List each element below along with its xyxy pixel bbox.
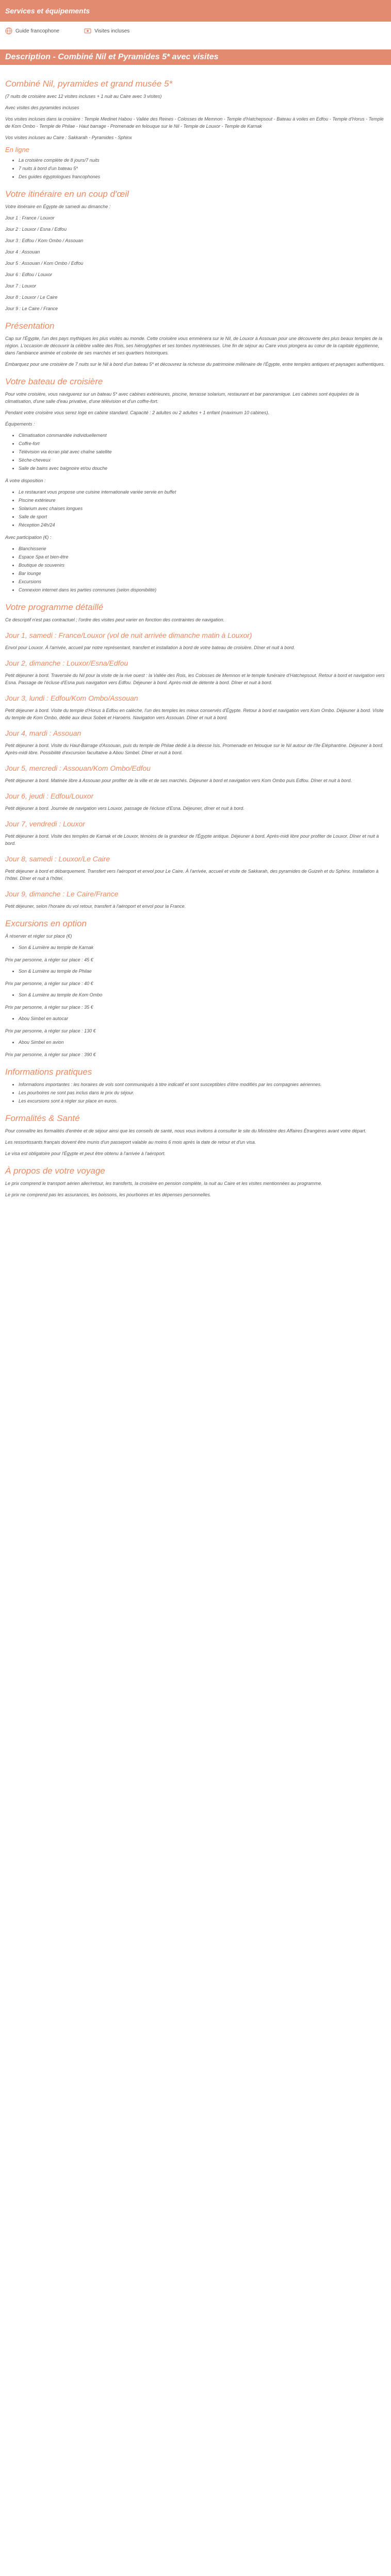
presentation-text: Embarquez pour une croisière de 7 nuits sur le Nil à bord d'un bateau 5* et découvrez la richesse du patrimoine millénaire de l'Égypte, entre temples antiques et paysages authentiques. [5, 362, 385, 367]
formalities-heading: Formalités & Santé [5, 1113, 80, 1123]
itinerary-item: Jour 5 : Assouan / Kom Ombo / Edfou [5, 261, 84, 266]
itinerary-item: Jour 3 : Edfou / Kom Ombo / Assouan [5, 238, 84, 243]
excursion-name: • Abou Simbel en avion [19, 1039, 386, 1046]
excursions-list [5, 944, 386, 951]
program-intro: Ce descriptif n'est pas contractuel ; l'ordre des visites peut varier en fonction des contraintes de navigation. [5, 617, 225, 622]
excursion-price: Prix par personne, à régler sur place : 45 € [5, 957, 93, 962]
feature-guide [5, 27, 59, 35]
day-text: Petit déjeuner à bord. Journée de navigation vers Louxor, passage de l'écluse d'Esna. Déjeuner, dîner et nuit à bord. [5, 806, 245, 811]
excursions-list [5, 1015, 386, 1022]
services-list [5, 488, 386, 529]
excursion-name: • Son & Lumière au temple de Kom Ombo [19, 991, 386, 998]
info-heading: Informations pratiques [5, 1067, 92, 1077]
about-text: Le prix comprend le transport aérien aller/retour, les transferts, la croisière en pension complète, la nuit au Caire et les visites mentionnées au programme. [5, 1181, 322, 1186]
day-text: Petit déjeuner à bord. Matinée libre à Assouan pour profiter de la ville et de ses marchés. Déjeuner à bord et navigation vers Kom Ombo puis Edfou. Dîner et nuit à bord. [5, 778, 352, 783]
services-header [0, 0, 391, 22]
excursions-intro: À réserver et régler sur place (€) [5, 934, 72, 939]
day-title: Jour 7, vendredi : Louxor [5, 820, 85, 828]
itinerary-item: Jour 9 : Le Caire / France [5, 306, 58, 311]
day-title: Jour 1, samedi : France/Louxor (vol de nuit arrivée dimanche matin à Louxor) [5, 631, 252, 639]
list-item: • Excursions [19, 578, 386, 585]
excursion-price: Prix par personne, à régler sur place : 130 € [5, 1028, 96, 1033]
day-text: Petit déjeuner à bord et débarquement. Transfert vers l'aéroport et envol pour Le Caire. À l'arrivée, accueil et visite de Sakkarah, des pyramides de Guizeh et du Sphinx. Installation à l'hôtel. Dîner et nuit à l'hôtel. [5, 869, 379, 881]
online-list [5, 157, 386, 180]
intro-line: Avec visites des pyramides incluses [5, 105, 79, 110]
day-text: Petit déjeuner, selon l'horaire du vol retour, transfert à l'aéroport et envol pour la France. [5, 904, 186, 909]
excursion-name: • Son & Lumière au temple de Philae [19, 968, 386, 975]
formalities-text: Le visa est obligatoire pour l'Égypte et peut être obtenu à l'arrivée à l'aéroport. [5, 1151, 166, 1156]
formalities-text: Pour connaître les formalités d'entrée et de séjour ainsi que les conseils de santé, nous vous invitons à consulter le site du Ministère des Affaires Étrangères avant votre départ. [5, 1128, 367, 1133]
paid-list [5, 545, 386, 594]
list-item: • Climatisation commandée individuellement [19, 432, 386, 439]
excursion-price: Prix par personne, à régler sur place : 40 € [5, 981, 93, 986]
day-text: Petit déjeuner à bord. Visite du temple d'Horus à Edfou en calèche, l'un des temples les mieux conservés d'Égypte. Retour à bord et navigation vers Kom Ombo. Déjeuner à bord. Visite du temple de Kom Ombo, dédié aux dieux Sobek et Haroéris. Navigation vers Assouan. Dîner et nuit à bord. [5, 708, 384, 720]
list-item: • Les excursions sont à régler sur place en euros. [19, 1097, 386, 1105]
page [0, 0, 391, 1213]
day-title: Jour 5, mercredi : Assouan/Kom Ombo/Edfou [5, 764, 151, 772]
info-list [5, 1081, 386, 1105]
trip-heading: Combiné Nil, pyramides et grand musée 5* [5, 79, 173, 89]
list-item: • 7 nuits à bord d'un bateau 5* [19, 165, 386, 172]
day-title: Jour 9, dimanche : Le Caire/France [5, 890, 119, 898]
list-item: • Salle de sport [19, 513, 386, 520]
day-text: Envol pour Louxor. À l'arrivée, accueil par notre représentant, transfert et installation à bord de votre bateau de croisière. Dîner et nuit à bord. [5, 645, 295, 650]
intro-line: Vos visites incluses dans la croisière : Temple Medinet Habou - Vallée des Reines - Colosses de Memnon - Temple d'Hatchepsout - Bateau à voiles en Edfou - Temple d'Horus - Temple de Kom Ombo - Temple de Philae - Haut barrage - Promenade en felouque sur le Nil - Temple de Louxor - Temple de Karnak [5, 116, 384, 129]
itinerary-item: Jour 7 : Louxor [5, 283, 37, 289]
online-heading: En ligne [5, 146, 29, 154]
formalities-text: Les ressortissants français doivent être munis d'un passeport valable au moins 6 mois après la date de retour et d'un visa. [5, 1140, 256, 1145]
day-title: Jour 6, jeudi : Edfou/Louxor [5, 792, 94, 800]
list-item: • Connexion internet dans les parties communes (selon disponibilité) [19, 586, 386, 594]
list-item: • Boutique de souvenirs [19, 562, 386, 569]
excursions-list [5, 968, 386, 975]
about-heading: À propos de votre voyage [5, 1166, 105, 1176]
day-title: Jour 8, samedi : Louxor/Le Caire [5, 855, 110, 863]
globe-icon [5, 27, 12, 35]
list-item: • Réception 24h/24 [19, 521, 386, 529]
feature-list [0, 22, 391, 36]
excursion-name: • Son & Lumière au temple de Karnak [19, 944, 386, 951]
list-item: • La croisière complète de 8 jours/7 nuits [19, 157, 386, 164]
list-item: • Blanchisserie [19, 545, 386, 552]
ship-heading: Votre bateau de croisière [5, 377, 103, 386]
ship-equipment-heading: Équipements : [5, 421, 35, 427]
excursion-price: Prix par personne, à régler sur place : 390 € [5, 1052, 96, 1057]
feature-visits [84, 27, 129, 35]
list-item: • Bar lounge [19, 570, 386, 577]
list-item: • Le restaurant vous propose une cuisine internationale variée servie en buffet [19, 488, 386, 496]
itinerary-item: Jour 8 : Louxor / Le Caire [5, 295, 58, 300]
ship-text: Pendant votre croisière vous serez logé en cabine standard. Capacité : 2 adultes ou 2 adultes + 1 enfant (maximum 10 cabines). [5, 410, 270, 415]
list-item: • Télévision via écran plat avec chaîne satellite [19, 448, 386, 455]
services-heading: À votre disposition : [5, 478, 46, 483]
day-title: Jour 2, dimanche : Louxor/Esna/Edfou [5, 659, 128, 667]
itinerary-heading: Votre itinéraire en un coup d'œil [5, 189, 129, 199]
day-text: Petit déjeuner à bord. Traversée du Nil pour la visite de la rive ouest : la Vallée des Rois, les Colosses de Memnon et le temple funéraire d'Hatchepsout. Retour à bord et navigation vers Esna. Passage de l'écluse d'Esna puis navigation vers Edfou. Déjeuner à bord. Après-midi de détente à bord. Dîner et nuit à bord. [5, 673, 385, 685]
excursions-list [5, 991, 386, 998]
itinerary-item: Jour 6 : Edfou / Louxor [5, 272, 53, 277]
excursions-list [5, 1039, 386, 1046]
presentation-heading: Présentation [5, 321, 55, 331]
list-item: • Sèche-cheveux [19, 456, 386, 464]
feature-label: Visites incluses [94, 28, 130, 34]
itinerary-item: Jour 4 : Assouan [5, 249, 40, 255]
itinerary-item: Jour 1 : France / Louxor [5, 215, 55, 221]
services-title: Services et équipements [5, 7, 90, 15]
list-item: • Informations importantes : les horaires de vols sont communiqués à titre indicatif et sont susceptibles d'être modifiés par les compagnies aériennes. [19, 1081, 386, 1088]
intro-line: (7 nuits de croisière avec 12 visites incluses + 1 nuit au Caire avec 3 visites) [5, 94, 162, 99]
day-text: Petit déjeuner à bord. Visite du Haut-Barrage d'Assouan, puis du temple de Philae dédié à la déesse Isis. Promenade en felouque sur le Nil autour de l'île Éléphantine. Déjeuner à bord. Après-midi libre. Possibilité d'excursion facultative à Abou Simbel. Dîner et nuit à bord. [5, 743, 384, 755]
ship-text: Pour votre croisière, vous naviguerez sur un bateau 5* avec cabines extérieures, piscine, terrasse solarium, restaurant et bar panoramique. Les cabines sont équipées de la climatisation, d'une salle d'eau privative, d'une télévision et d'un coffre-fort. [5, 392, 359, 404]
intro-line: Vos visites incluses au Caire : Sakkarah - Pyramides - Sphinx [5, 135, 132, 140]
description-title: Description - Combiné Nil et Pyramides 5* avec visites [0, 49, 391, 65]
day-title: Jour 4, mardi : Assouan [5, 729, 82, 737]
excursions-heading: Excursions en option [5, 919, 87, 928]
presentation-text: Cap sur l'Égypte, l'un des pays mythiques les plus visités au monde. Cette croisière vous emmènera sur le Nil, de Louxor à Assouan pour une découverte des plus beaux temples de la région. L'occasion de découvrir la célèbre vallée des Rois, ses hiéroglyphes et ses tombes mystérieuses. Une fin de séjour au Caire vous plongera au cœur de la capitale égyptienne, dans l'ambiance animée et colorée de ses marchés et ses quartiers historiques. [5, 336, 382, 355]
about-text: Le prix ne comprend pas les assurances, les boissons, les pourboires et les dépenses personnelles. [5, 1192, 211, 1197]
list-item: • Les pourboires ne sont pas inclus dans le prix du séjour. [19, 1089, 386, 1096]
excursion-price: Prix par personne, à régler sur place : 35 € [5, 1005, 93, 1010]
itinerary-intro: Votre itinéraire en Égypte de samedi au dimanche : [5, 204, 111, 209]
list-item: • Espace Spa et bien-être [19, 553, 386, 561]
paid-heading: Avec participation (€) : [5, 535, 52, 540]
day-text: Petit déjeuner à bord. Visite des temples de Karnak et de Louxor, témoins de la grandeur de l'Égypte antique. Déjeuner à bord. Après-midi libre pour profiter de Louxor. Dîner et nuit à bord. [5, 834, 379, 846]
excursion-name: • Abou Simbel en autocar [19, 1015, 386, 1022]
description-content [0, 65, 391, 1213]
ship-equipment-list [5, 432, 386, 472]
feature-label: Guide francophone [15, 28, 60, 34]
day-title: Jour 3, lundi : Edfou/Kom Ombo/Assouan [5, 694, 138, 702]
list-item: • Salle de bains avec baignoire et/ou douche [19, 465, 386, 472]
program-heading: Votre programme détaillé [5, 602, 104, 612]
list-item: • Des guides égyptologues francophones [19, 173, 386, 180]
visa-icon [84, 27, 91, 35]
itinerary-item: Jour 2 : Louxor / Esna / Edfou [5, 227, 67, 232]
list-item: • Solarium avec chaises longues [19, 505, 386, 512]
list-item: • Piscine extérieure [19, 497, 386, 504]
list-item: • Coffre-fort [19, 440, 386, 447]
